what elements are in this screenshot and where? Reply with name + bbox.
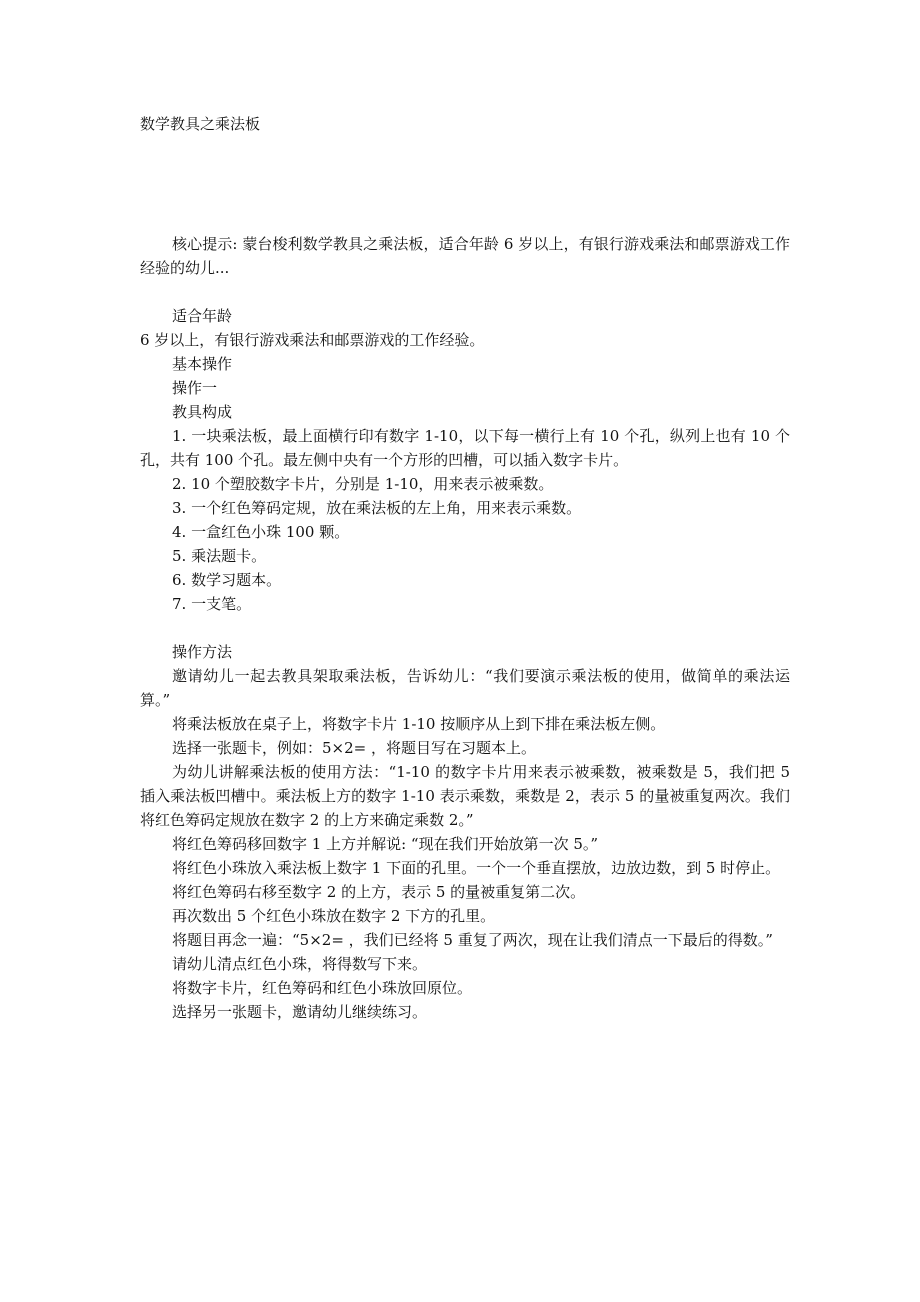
method-step: 为幼儿讲解乘法板的使用方法：“1-10 的数字卡片用来表示被乘数，被乘数是 5，我们把 5 插入乘法板凹槽中。乘法板上方的数字 1-10 表示乘数，乘数是 2，表示 5 的量被重复两次。我们将红色筹码定规放在数字 2 的上方来确定乘数 2。” xyxy=(140,763,790,829)
materials-item: 5. 乘法题卡。 xyxy=(172,547,267,565)
spacer xyxy=(140,616,790,640)
basic-operation-heading: 基本操作 xyxy=(172,355,233,373)
materials-item: 2. 10 个塑胶数字卡片，分别是 1-10，用来表示被乘数。 xyxy=(172,475,554,493)
method-step: 再次数出 5 个红色小珠放在数字 2 下方的孔里。 xyxy=(172,907,496,925)
document-title: 数学教具之乘法板 xyxy=(140,115,261,133)
operation-one-heading: 操作一 xyxy=(172,379,218,397)
method-step: 将数字卡片，红色筹码和红色小珠放回原位。 xyxy=(172,979,473,997)
summary-paragraph: 核心提示: 蒙台梭利数学教具之乘法板，适合年龄 6 岁以上，有银行游戏乘法和邮票游戏工作经验的幼儿... xyxy=(140,235,790,277)
method-step: 将题目再念一遍：“5×2= ，我们已经将 5 重复了两次，现在让我们清点一下最后的得数。” xyxy=(172,931,773,949)
materials-heading: 教具构成 xyxy=(172,403,233,421)
method-step: 选择另一张题卡，邀请幼儿继续练习。 xyxy=(172,1003,428,1021)
method-step: 将红色小珠放入乘法板上数字 1 下面的孔里。一个一个垂直摆放，边放边数，到 5 时停止。 xyxy=(172,859,781,877)
materials-item: 7. 一支笔。 xyxy=(172,595,252,613)
document-body xyxy=(140,232,790,1024)
method-step: 选择一张题卡，例如：5×2= ，将题目写在习题本上。 xyxy=(172,739,536,757)
method-step: 将红色筹码移回数字 1 上方并解说: “现在我们开始放第一次 5。” xyxy=(172,835,599,853)
materials-item: 4. 一盒红色小珠 100 颗。 xyxy=(172,523,350,541)
materials-item: 3. 一个红色筹码定规，放在乘法板的左上角，用来表示乘数。 xyxy=(172,499,582,517)
materials-item: 6. 数学习题本。 xyxy=(172,571,282,589)
age-heading: 适合年龄 xyxy=(172,307,233,325)
age-text: 6 岁以上，有银行游戏乘法和邮票游戏的工作经验。 xyxy=(140,331,485,349)
materials-item: 1. 一块乘法板，最上面横行印有数字 1-10，以下每一横行上有 10 个孔，纵列上也有 10 个孔，共有 100 个孔。最左侧中央有一个方形的凹槽，可以插入数字卡片。 xyxy=(140,427,790,469)
spacer xyxy=(140,280,790,304)
method-step: 请幼儿清点红色小珠，将得数写下来。 xyxy=(172,955,428,973)
method-step: 将红色筹码右移至数字 2 的上方，表示 5 的量被重复第二次。 xyxy=(172,883,586,901)
method-step: 将乘法板放在桌子上，将数字卡片 1-10 按顺序从上到下排在乘法板左侧。 xyxy=(172,715,666,733)
method-heading: 操作方法 xyxy=(172,643,233,661)
method-step: 邀请幼儿一起去教具架取乘法板，告诉幼儿：“我们要演示乘法板的使用，做简单的乘法运算。” xyxy=(140,667,790,709)
